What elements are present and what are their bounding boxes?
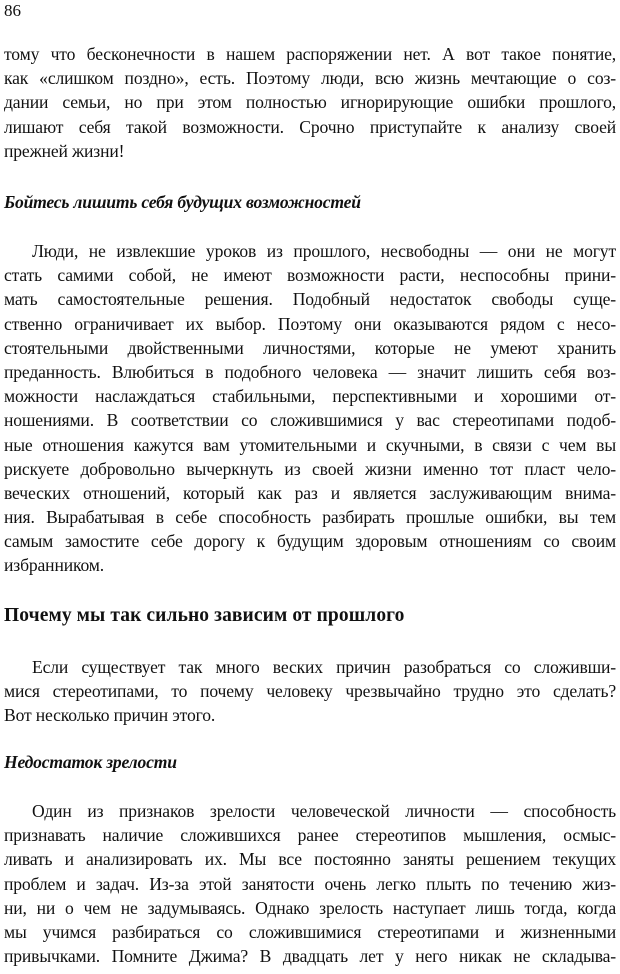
text-line: преданность. Влюбиться в подобного человека — значит лишить себя воз- [4,361,616,382]
text-line: тому что бесконечности в нашем распоряжении нет. А вот такое понятие, [4,44,616,64]
text-line: лишают себя такой возможности. Срочно приступайте к анализу своей [4,116,616,137]
text-line: прежней жизни! [4,140,125,161]
text-line: признавать наличие сложившихся ранее стереотипов мышления, осмыс- [4,825,616,846]
section-heading: Почему мы так сильно зависим от прошлого [4,605,405,626]
text-line: мися стереотипами, то почему человеку чрезвычайно трудно это сделать? [4,681,616,702]
text-line: ные отношения кажутся вам утомительными и скучными, в связи с чем вы [4,434,616,455]
text-line: как «слишком поздно», есть. Поэтому люди, всю жизнь мечтающие о соз- [4,68,616,89]
page-number: 86 [4,1,21,20]
text-line: мы учимся разбираться со сложившимися стереотипами и жизненными [4,921,616,942]
text-line: стать самими собой, не имеют возможности расти, неспособны прини- [4,265,616,286]
text-line: Если существует так много веских причин разобраться со сложивши- [32,657,616,677]
text-line: веческих отношений, который как раз и является заслуживающим внима- [4,482,616,503]
text-line: рискуете добровольно вычеркнуть из своей жизни именно тот пласт чело- [4,458,616,479]
text-line: мать самостоятельные решения. Подобный недостаток свободы суще- [4,289,616,310]
text-line: привычками. Помните Джима? В двадцать лет у него никак не складыва- [4,946,616,967]
paragraph-future-opportunities [4,239,616,578]
text-line: стоятельными двойственными личностями, которые не умеют хранить [4,337,616,358]
text-line: ни, ни о чем не задумываясь. Однако зрелость наступает лишь тогда, когда [4,897,616,918]
text-line: ношениями. В соответствии со сложившимися у вас стереотипами подоб- [4,410,616,431]
text-line: Вот несколько причин этого. [4,705,216,726]
text-line: самым замостите себе дорогу к будущим здоровым отношениям со своим [4,531,616,552]
paragraph-lack-of-maturity [4,799,616,968]
text-line: дании семьи, но при этом полностью игнорирующие ошибки прошлого, [4,92,616,113]
text-line: ственно ограничивает их выбор. Поэтому они оказываются рядом с несо- [4,313,616,334]
text-line: проблем и задач. Из-за этой занятости очень легко плыть по течению жиз- [4,873,616,894]
subheading-lack-of-maturity: Недостаток зрелости [4,752,177,772]
text-line: ния. Вырабатывая в себе способность разбирать прошлые ошибки, вы тем [4,507,616,528]
text-line: ливать и анализировать их. Мы все постоянно заняты решением текущих [4,849,616,870]
text-line: Один из признаков зрелости человеческой личности — способность [32,801,616,821]
text-line: можности наслаждаться стабильными, перспективными и хорошими от- [4,386,616,407]
paragraph-dependence [4,655,616,728]
intro-paragraph [4,42,616,163]
text-line: Люди, не извлекшие уроков из прошлого, несвободны — они не могут [32,241,616,261]
text-line: избранником. [4,555,105,576]
subheading-future-opportunities: Бойтесь лишить себя будущих возможностей [4,192,361,212]
